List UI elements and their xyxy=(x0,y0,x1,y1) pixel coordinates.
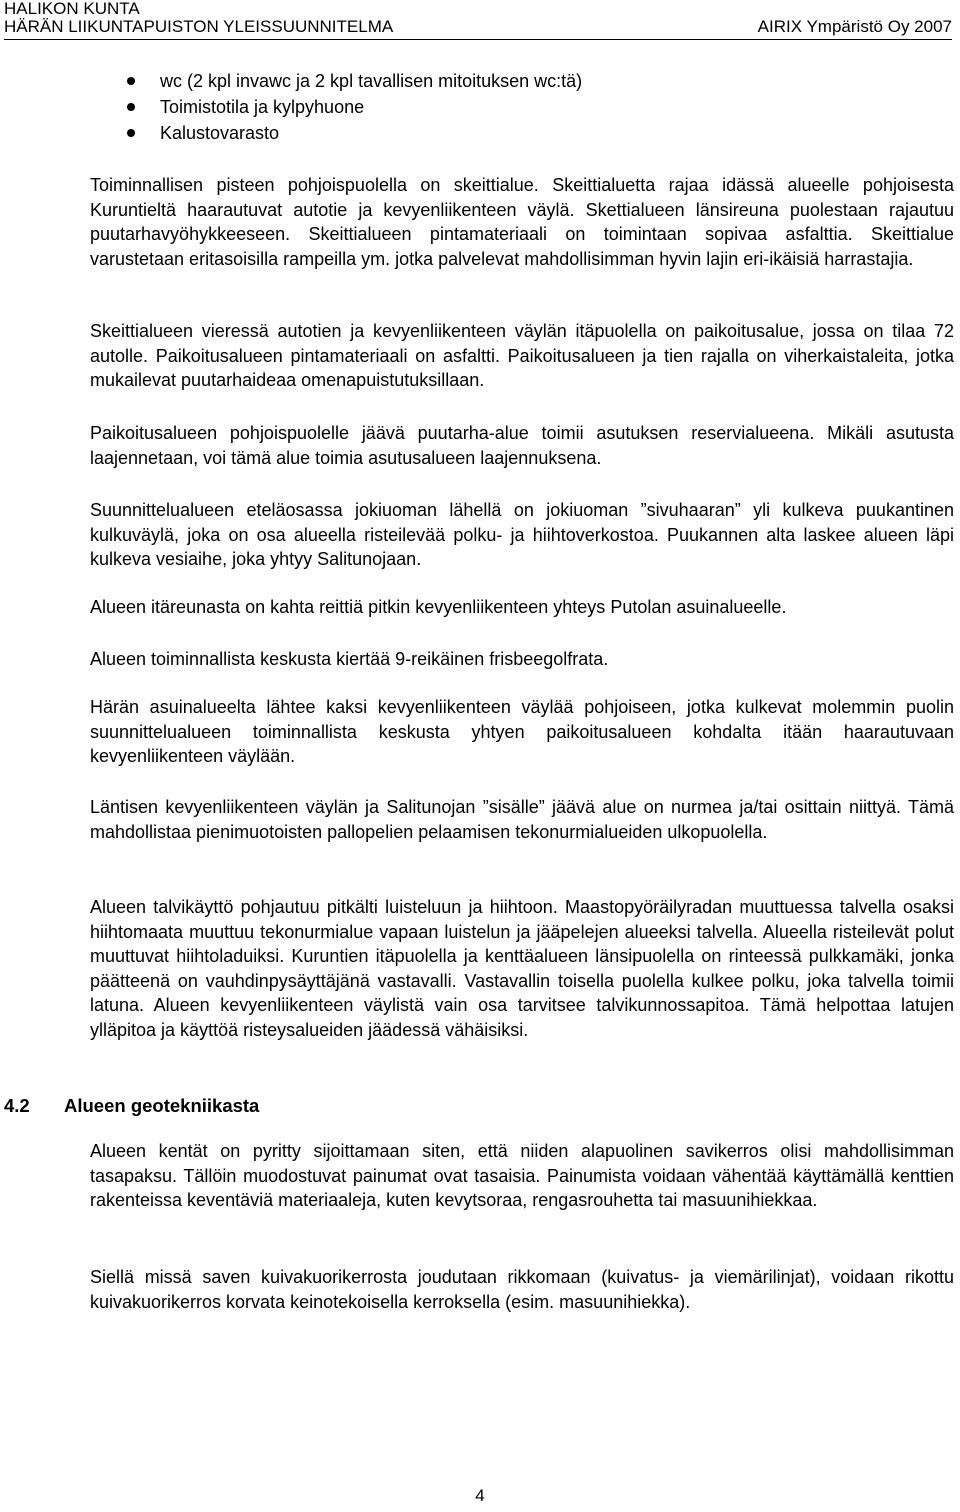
list-item xyxy=(0,120,960,146)
paragraph-frisbeegolf: Alueen toiminnallista keskusta kiertää 9-reikäinen frisbeegolfrata. xyxy=(90,649,609,669)
section-title: Alueen geotekniikasta xyxy=(64,1095,260,1116)
list-item-text: Toimistotila ja kylpyhuone xyxy=(160,97,365,117)
facility-list xyxy=(0,68,960,146)
paragraph-boardwalk: Suunnittelualueen eteläosassa jokiuoman lähellä on jokiuoman ”sivuhaaran” yli kulkeva puukantinen kulkuväylä, joka on osa alueella risteilevää polku- ja hiihtoverkostoa. Puukannen alta laskee alueen läpi kulkeva vesiaihe, joka yhtyy Salitunojaan. xyxy=(90,500,954,569)
bullet-icon xyxy=(127,129,135,137)
list-item xyxy=(0,94,960,120)
section-number: 4.2 xyxy=(4,1095,30,1116)
header-company: AIRIX Ympäristö Oy 2007 xyxy=(757,17,952,36)
paragraph-geotech-crust: Siellä missä saven kuivakuorikerrosta joudutaan rikkomaan (kuivatus- ja viemärilinjat), voidaan rikottu kuivakuorikerros korvata keinotekoisella kerroksella (esim. masuunihiekka). xyxy=(90,1267,954,1312)
bullet-icon xyxy=(127,77,135,85)
paragraph-east-connection: Alueen itäreunasta on kahta reittiä pitkin kevyenliikenteen yhteys Putolan asuinalueelle. xyxy=(90,597,787,617)
paragraph-parking: Skeittialueen vieressä autotien ja kevyenliikenteen väylän itäpuolella on paikoitusalue, jossa on tilaa 72 autolle. Paikoitusalueen pintamateriaali on asfaltti. Paikoitusalueen ja tien rajalla on viherkaistaleita, jotka mukailevat puutarhaideaa omenapuistutuksillaan. xyxy=(90,321,954,390)
page-header xyxy=(4,0,952,36)
paragraph-winter-use: Alueen talvikäyttö pohjautuu pitkälti luisteluun ja hiihtoon. Maastopyöräilyradan muuttuessa talvella osaksi hiihtomaata muuttuu tekonurmialue vapaan luistelun ja jääpelejen alueeksi talvella. Alueella risteilevät polut muuttuvat hiihtoladuiksi. Kuruntien itäpuolella ja kenttäalueen länsipuolella on rinteessä pulkkamäki, jonka päätteenä on vauhdinpysäyttäjänä vastavalli. Vastavallin toisella puolella kulkee polku, joka talvella toimii latuna. Alueen kevyenliikenteen väylistä vain osa tarvitsee talvikunnossapitoa. Tämä helpottaa latujen ylläpitoa ja käyttöä risteysalueiden jäädessä vähäisiksi. xyxy=(90,897,954,1040)
header-org: HALIKON KUNTA xyxy=(4,0,140,18)
list-item xyxy=(0,68,960,94)
section-heading xyxy=(4,1093,259,1119)
paragraph-skate-area: Toiminnallisen pisteen pohjoispuolella on skeittialue. Skeittialuetta rajaa idässä alueelle pohjoisesta Kuruntieltä haarautuvat autotie ja kevyenliikenteen väylä. Skettialueen länsireuna puolestaan rajautuu puutarhavyöhykkeeseen. Skeittialueen pintamateriaali on toimintaan sopivaa asfalttia. Skeittialue varustetaan eritasoisilla rampeilla ym. jotka palvelevat mahdollisimman hyvin lajin eri-ikäisiä harrastajia. xyxy=(90,175,954,269)
paragraph-geotech-fields: Alueen kentät on pyritty sijoittamaan siten, että niiden alapuolinen savikerros olisi mahdollisimman tasapaksu. Tällöin muodostuvat painumat ovat tasaisia. Painumista voidaan vähentää käyttämällä kenttien rakenteissa keventäviä materiaaleja, kuten kevytsoraa, rengasrouhetta tai masuunihiekkaa. xyxy=(90,1141,954,1210)
page-number: 4 xyxy=(475,1486,485,1505)
paragraph-garden-reserve: Paikoitusalueen pohjoispuolelle jäävä puutarha-alue toimii asutuksen reservialueena. Mikäli asutusta laajennetaan, voi tämä alue toimia asutusalueen laajennuksena. xyxy=(90,423,954,468)
paragraph-meadow: Läntisen kevyenliikenteen väylän ja Salitunojan ”sisälle” jäävä alue on nurmea ja/tai osittain niittyä. Tämä mahdollistaa pienimuotoisten pallopelien pelaamisen tekonurmialueiden ulkopuolella. xyxy=(90,797,954,842)
paragraph-light-traffic-routes: Härän asuinalueelta lähtee kaksi kevyenliikenteen väylää pohjoiseen, jotka kulkevat molemmin puolin suunnittelualueen toiminnallista keskusta yhtyen paikoitusalueen kohdalta itään haarautuvaan kevyenliikenteen väylään. xyxy=(90,697,954,766)
header-rule xyxy=(4,39,952,40)
bullet-icon xyxy=(127,103,135,111)
list-item-text: Kalustovarasto xyxy=(160,123,280,143)
header-document-title: HÄRÄN LIIKUNTAPUISTON YLEISSUUNNITELMA xyxy=(4,17,394,36)
list-item-text: wc (2 kpl invawc ja 2 kpl tavallisen mitoituksen wc:tä) xyxy=(160,71,583,91)
